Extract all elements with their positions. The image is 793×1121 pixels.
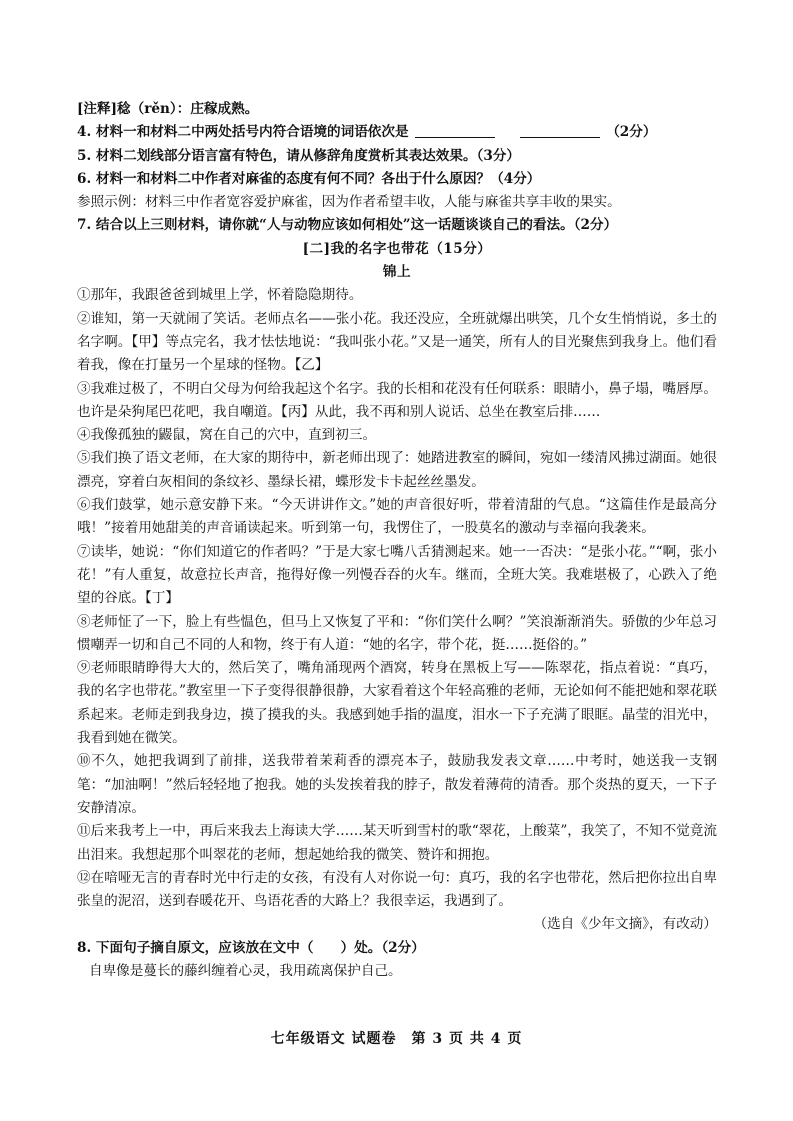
question-8: 8. 下面句子摘自原文，应该放在文中（ ）处。（2分） [77, 939, 425, 956]
question-7: 7. 结合以上三则材料，请你就“人与动物应该如何相处”这一话题谈谈自己的看法。（2分） [77, 217, 618, 234]
article-source: （选自《少年文摘》，有改动） [533, 916, 717, 933]
page-content [77, 98, 717, 983]
paragraph-6: ⑥我们鼓掌，她示意安静下来。“今天讲讲作文。”她的声音很好听，带着清甜的气息。“这篇佳作是最高分哦！”接着用她甜美的声音诵读起来。听到第一句，我愣住了，一股莫名的激动与幸福向我袭来。 [77, 497, 717, 537]
paragraph-3: ③我难过极了，不明白父母为何给我起这个名字。我的长相和花没有任何联系：眼睛小，鼻子塌，嘴唇厚。也许是朵狗尾巴花吧，我自嘲道。【丙】从此，我不再和别人说话、总坐在教室后排…… [77, 380, 717, 420]
paragraph-7: ⑦读毕，她说：“你们知道它的作者吗？”于是大家七嘴八舌猜测起来。她一一否决：“是张小花。”“啊，张小花！”有人重复，故意拉长声音，拖得好像一列慢吞吞的火车。继而，全班大笑。我难堪极了，心跌入了绝望的谷底。【丁】 [77, 543, 717, 607]
question-8-sentence: 自卑像是蔓长的藤纠缠着心灵，我用疏离保护自己。 [89, 962, 402, 979]
reference-example: 参照示例：材料三中作者宽容爱护麻雀，因为作者希望丰收，人能与麻雀共享丰收的果实。 [77, 194, 621, 211]
article-author: 锦上 [382, 264, 412, 281]
answer-blank-1 [415, 123, 495, 138]
answer-blank-2 [520, 123, 600, 138]
page-footer: 七年级语文 试题卷 第 3 页 共 4 页 [270, 1031, 523, 1047]
paragraph-2: ②谁知，第一天就闹了笑话。老师点名——张小花。我还没应，全班就爆出哄笑，几个女生悄悄说，多土的名字啊。【甲】等点完名，我才怯怯地说：“我叫张小花。”又是一通笑，所有人的目光聚焦到我身上。他们看着我，像在打量另一个星球的怪物。【乙】 [77, 310, 717, 374]
question-4 [77, 121, 717, 144]
paragraph-5: ⑤我们换了语文老师，在大家的期待中，新老师出现了：她踏进教室的瞬间，宛如一缕清风拂过湖面。她很漂亮，穿着白灰相间的条纹衫、墨绿长裙，蝶形发卡卡起丝丝墨发。 [77, 450, 717, 490]
paragraph-9: ⑨老师眼睛睁得大大的，然后笑了，嘴角涌现两个酒窝，转身在黑板上写——陈翠花，指点着说：“真巧，我的名字也带花。”教室里一下子变得很静很静，大家看着这个年轻高雅的老师，无论如何不能把她和翠花联系起来。老师走到我身边，摸了摸我的头。我感到她手指的温度，泪水一下子充满了眼眶。晶莹的泪光中，我看到她在微笑。 [77, 660, 717, 747]
question-4-points: （2分） [606, 124, 657, 141]
paragraph-8: ⑧老师怔了一下，脸上有些愠色，但马上又恢复了平和：“你们笑什么啊？”笑浪渐渐消失。骄傲的少年总习惯嘲弄一切和自己不同的人和物，终于有人道：“她的名字，带个花，挺……挺俗的。” [77, 613, 717, 653]
question-4-text: 4. 材料一和材料二中两处括号内符合语境的词语依次是 [77, 124, 409, 141]
annotation-note: [注释]稔（rěn）：庄稼成熟。 [77, 101, 259, 117]
question-6: 6. 材料一和材料二中作者对麻雀的态度有何不同？各出于什么原因？（4分） [77, 170, 541, 187]
section-title: [二]我的名字也带花（15分） [302, 240, 492, 257]
paragraph-1: ①那年，我跟爸爸到城里上学，怀着隐隐期待。 [77, 287, 363, 304]
paragraph-4: ④我像孤独的鼹鼠，窝在自己的穴中，直到初三。 [77, 427, 377, 444]
paragraph-11: ⑪后来我考上一中，再后来我去上海读大学……某天听到雪村的歌“翠花，上酸菜”，我笑了，不知不觉竟流出泪来。我想起那个叫翠花的老师，想起她给我的微笑、赞许和拥抱。 [77, 823, 717, 863]
paragraph-12: ⑫在喑哑无言的青春时光中行走的女孩，有没有人对你说一句：真巧，我的名字也带花，然后把你拉出自卑张皇的泥沼，送到春暖花开、鸟语花香的大路上？我很幸运，我遇到了。 [77, 869, 717, 910]
question-5: 5. 材料二划线部分语言富有特色，请从修辞角度赏析其表达效果。（3分） [77, 147, 520, 164]
paragraph-10: ⑩不久，她把我调到了前排，送我带着茉莉香的漂亮本子，鼓励我发表文章……中考时，她送我一支钢笔：“加油啊！”然后轻轻地了抱我。她的头发挨着我的脖子，散发着薄荷的清香。那个炎热的夏天，一下子安静清凉。 [77, 753, 717, 816]
